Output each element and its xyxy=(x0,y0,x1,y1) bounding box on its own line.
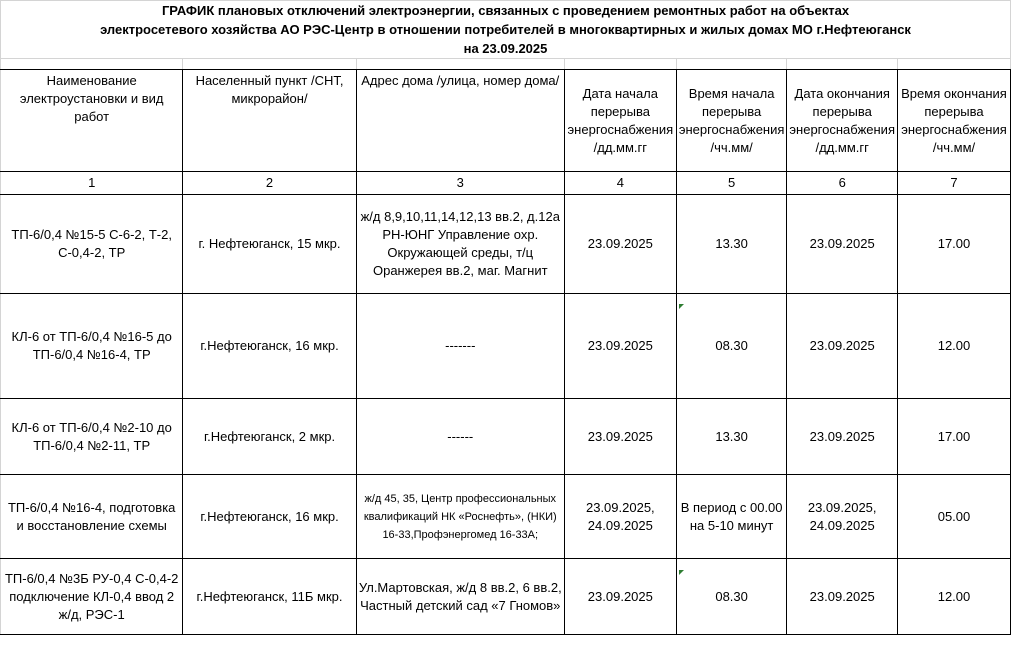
date-end-cell[interactable]: 23.09.2025 xyxy=(787,294,898,399)
time-start-cell[interactable]: 13.30 xyxy=(676,195,787,294)
empty-cell[interactable] xyxy=(897,59,1010,70)
comment-indicator[interactable] xyxy=(679,570,684,575)
header-locality[interactable]: Населенный пункт /СНТ, микрорайон/ xyxy=(183,70,356,172)
time-start-cell[interactable]: 13.30 xyxy=(676,399,787,475)
title-line-3[interactable]: на 23.09.2025 xyxy=(1,39,1011,59)
empty-cell[interactable] xyxy=(564,59,676,70)
table-row xyxy=(1,475,1011,559)
header-object[interactable]: Наименование электроустановки и вид работ xyxy=(1,70,183,172)
time-end-cell[interactable]: 12.00 xyxy=(897,294,1010,399)
table-row xyxy=(1,195,1011,294)
date-start-cell[interactable]: 23.09.2025 xyxy=(564,195,676,294)
object-cell[interactable]: ТП-6/0,4 №3Б РУ-0,4 С-0,4-2 подключение КЛ-0,4 ввод 2 ж/д, РЭС-1 xyxy=(1,559,183,635)
empty-cell[interactable] xyxy=(1,59,183,70)
address-cell[interactable]: ------- xyxy=(356,294,564,399)
column-number[interactable]: 5 xyxy=(676,172,787,195)
locality-cell[interactable]: г.Нефтеюганск, 16 мкр. xyxy=(183,294,356,399)
date-end-cell[interactable]: 23.09.2025 xyxy=(787,195,898,294)
empty-cell[interactable] xyxy=(183,59,356,70)
column-number[interactable]: 6 xyxy=(787,172,898,195)
date-end-cell[interactable]: 23.09.2025 xyxy=(787,399,898,475)
header-address[interactable]: Адрес дома /улица, номер дома/ xyxy=(356,70,564,172)
time-start-cell[interactable]: 08.30 xyxy=(676,294,787,399)
header-date-end[interactable]: Дата окончания перерыва энергоснабжения /дд.мм.гг xyxy=(787,70,898,172)
address-cell[interactable]: Ул.Мартовская, ж/д 8 вв.2, 6 вв.2, Частный детский сад «7 Гномов» xyxy=(356,559,564,635)
time-end-cell[interactable]: 12.00 xyxy=(897,559,1010,635)
object-cell[interactable]: КЛ-6 от ТП-6/0,4 №16-5 до ТП-6/0,4 №16-4, ТР xyxy=(1,294,183,399)
time-end-cell[interactable]: 17.00 xyxy=(897,399,1010,475)
locality-cell[interactable]: г.Нефтеюганск, 16 мкр. xyxy=(183,475,356,559)
object-cell[interactable]: ТП-6/0,4 №16-4, подготовка и восстановление схемы xyxy=(1,475,183,559)
date-start-cell[interactable]: 23.09.2025 xyxy=(564,559,676,635)
header-date-start[interactable]: Дата начала перерыва энергоснабжения /дд.мм.гг xyxy=(564,70,676,172)
header-time-end[interactable]: Время окончания перерыва энергоснабжения /чч.мм/ xyxy=(897,70,1010,172)
locality-cell[interactable]: г.Нефтеюганск, 11Б мкр. xyxy=(183,559,356,635)
object-cell[interactable]: КЛ-6 от ТП-6/0,4 №2-10 до ТП-6/0,4 №2-11, ТР xyxy=(1,399,183,475)
table-row xyxy=(1,294,1011,399)
column-number[interactable]: 4 xyxy=(564,172,676,195)
header-time-start[interactable]: Время начала перерыва энергоснабжения /чч.мм/ xyxy=(676,70,787,172)
locality-cell[interactable]: г. Нефтеюганск, 15 мкр. xyxy=(183,195,356,294)
locality-cell[interactable]: г.Нефтеюганск, 2 мкр. xyxy=(183,399,356,475)
address-cell[interactable]: ж/д 8,9,10,11,14,12,13 вв.2, д.12а РН-ЮНГ Управление охр. Окружающей среды, т/ц Оранжерея вв.2, маг. Магнит xyxy=(356,195,564,294)
column-number[interactable]: 3 xyxy=(356,172,564,195)
time-end-cell[interactable]: 05.00 xyxy=(897,475,1010,559)
empty-cell[interactable] xyxy=(787,59,898,70)
column-number[interactable]: 2 xyxy=(183,172,356,195)
date-end-cell[interactable]: 23.09.2025, 24.09.2025 xyxy=(787,475,898,559)
date-start-cell[interactable]: 23.09.2025 xyxy=(564,399,676,475)
empty-cell[interactable] xyxy=(676,59,787,70)
address-cell[interactable]: ж/д 45, 35, Центр профессиональных квалификаций НК «Роснефть», (НКИ) 16-33,Профэнергомед 16-33А; xyxy=(356,475,564,559)
address-cell[interactable]: ------ xyxy=(356,399,564,475)
column-number[interactable]: 7 xyxy=(897,172,1010,195)
empty-cell[interactable] xyxy=(356,59,564,70)
time-end-cell[interactable]: 17.00 xyxy=(897,195,1010,294)
time-start-cell[interactable]: 08.30 xyxy=(676,559,787,635)
date-end-cell[interactable]: 23.09.2025 xyxy=(787,559,898,635)
title-line-2[interactable]: электросетевого хозяйства АО РЭС-Центр в отношении потребителей в многоквартирных и жилых домах МО г.Нефтеюганск xyxy=(1,20,1011,39)
date-start-cell[interactable]: 23.09.2025 xyxy=(564,294,676,399)
table-row xyxy=(1,399,1011,475)
date-start-cell[interactable]: 23.09.2025, 24.09.2025 xyxy=(564,475,676,559)
column-number[interactable]: 1 xyxy=(1,172,183,195)
time-start-cell[interactable]: В период с 00.00 на 5-10 минут xyxy=(676,475,787,559)
object-cell[interactable]: ТП-6/0,4 №15-5 С-6-2, Т-2, С-0,4-2, ТР xyxy=(1,195,183,294)
title-line-1[interactable]: ГРАФИК плановых отключений электроэнергии, связанных с проведением ремонтных работ на объектах xyxy=(1,1,1011,21)
table-row xyxy=(1,559,1011,635)
comment-indicator[interactable] xyxy=(679,304,684,309)
